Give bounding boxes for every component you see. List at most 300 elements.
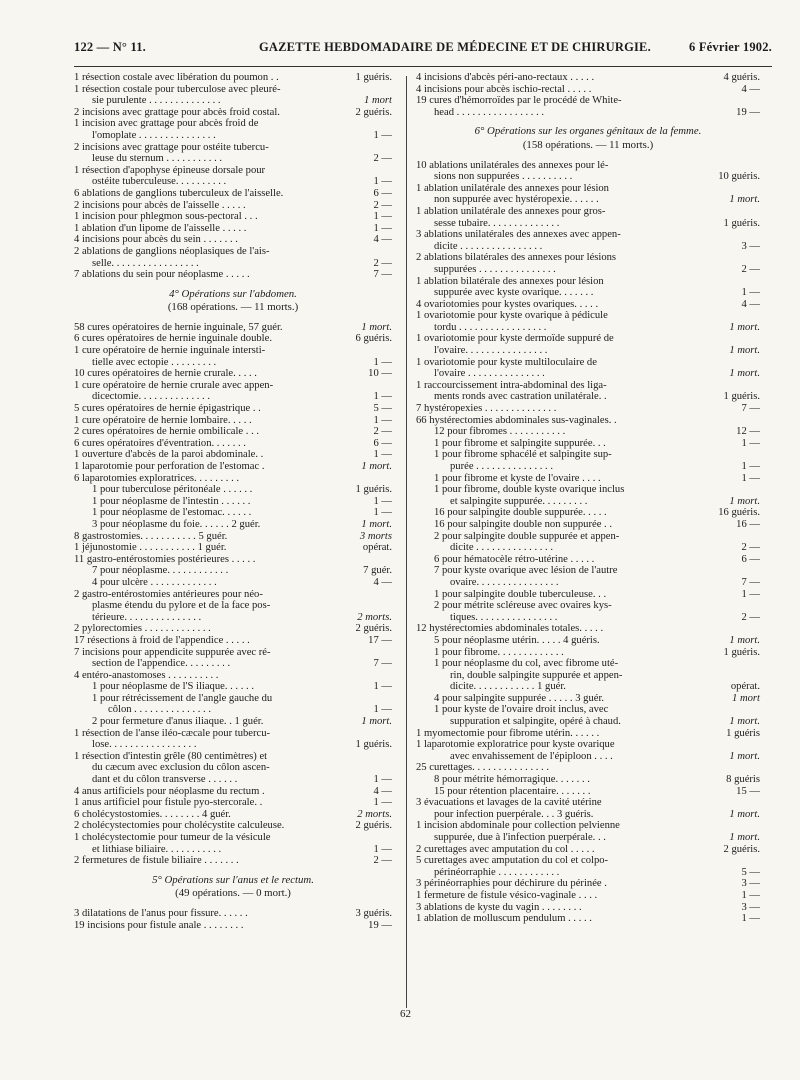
operation-text: 1 pour fibrome, double kyste ovarique inclus: [434, 484, 625, 496]
operation-text: 1 pour salpingite double tuberculeuse. . .: [434, 588, 607, 600]
operation-text: head . . . . . . . . . . . . . . . . .: [434, 106, 545, 118]
operation-entry: [416, 322, 760, 334]
operation-entry: [416, 206, 760, 218]
operation-text: tielle avec ectopie . . . . . . . . .: [92, 356, 217, 368]
operation-entry: [74, 658, 392, 670]
operation-text: purée . . . . . . . . . . . . . . .: [450, 461, 553, 472]
operation-entry: [416, 391, 760, 403]
operation-text: 10 cures opératoires de hernie crurale. . . . .: [74, 368, 257, 380]
operation-entry: [416, 171, 760, 183]
operation-text: 12 pour fibromes . . . . . . . . . . .: [434, 426, 566, 438]
outcome-value: 3 morts: [359, 530, 392, 542]
operation-text: 1 ovariotomie pour kyste multiloculaire de: [416, 356, 597, 368]
operation-entry: [416, 496, 760, 508]
outcome-value: 1 —: [741, 287, 760, 299]
operation-text: 1 cure opératoire de hernie lombaire. . . . .: [74, 414, 252, 426]
outcome-value: 1 —: [373, 843, 392, 855]
outcome-value: 1 mort: [364, 95, 392, 107]
outcome-value: 1 guéris.: [355, 739, 392, 751]
operation-text: 2 cholécystectomies pour cholécystite calculeuse.: [74, 820, 285, 832]
outcome-value: 1 —: [373, 391, 392, 403]
operation-entry: [74, 797, 392, 809]
operation-entry: [416, 519, 760, 531]
operation-text: 25 curettages. . . . . . . . . . . . . . .: [416, 762, 549, 774]
operation-text: l'ovaire. . . . . . . . . . . . . . . .: [434, 345, 548, 357]
outcome-value: 17 —: [368, 634, 392, 646]
operation-text: 3 périnéorraphies pour déchirure du périnée .: [416, 878, 607, 890]
operation-text: tiques. . . . . . . . . . . . . . . .: [450, 611, 558, 623]
operation-entry: [416, 716, 760, 728]
operation-text: 1 pour néoplasme de l'intestin . . . . . .: [92, 495, 251, 507]
operation-text: 6 pour hématocèle rétro-utérine . . . . .: [434, 553, 595, 565]
outcome-value: 2 —: [373, 257, 392, 269]
operation-text: 8 pour métrite hémorragique. . . . . . .: [434, 774, 590, 786]
column-divider: [406, 76, 407, 1008]
operation-text: 4 pour ulcère . . . . . . . . . . . . .: [92, 576, 217, 588]
outcome-value: opérat.: [730, 681, 760, 693]
operation-text: dicite. . . . . . . . . . . . 1 guér.: [450, 681, 566, 693]
operation-text: 1 résection d'intestin grêle (80 centimètres) et: [74, 750, 268, 762]
outcome-value: 2 guéris.: [723, 843, 760, 855]
operation-entry: [74, 246, 392, 258]
outcome-value: 1 —: [373, 129, 392, 141]
operation-text: leuse du sternum . . . . . . . . . . .: [92, 153, 223, 165]
operation-entry: [74, 844, 392, 856]
outcome-value: 1 —: [741, 472, 760, 484]
operation-text: 4 entéro-anastomoses . . . . . . . . . .: [74, 669, 219, 681]
operation-text: 2 pour salpingite double suppurée et appen-: [434, 530, 620, 542]
outcome-value: 1 —: [373, 681, 392, 693]
operation-entry: [74, 357, 392, 369]
operation-text: sesse tubaire. . . . . . . . . . . . . .: [434, 217, 560, 229]
operation-text: 1 ablation unilatérale des annexes pour gros-: [416, 205, 606, 217]
operation-entry: [416, 832, 760, 844]
operation-text: périnéorraphie . . . . . . . . . . . .: [434, 866, 560, 878]
page-number-issue: 122 — N° 11.: [74, 40, 146, 54]
outcome-value: 10 guéris.: [718, 171, 760, 183]
operation-text: l'omoplate . . . . . . . . . . . . . . .: [92, 129, 216, 141]
outcome-value: 1 mort.: [729, 750, 760, 762]
operation-text: lose. . . . . . . . . . . . . . . . .: [92, 739, 197, 751]
outcome-value: 1 mort: [732, 692, 760, 704]
operation-entry: [74, 507, 392, 519]
operation-text: 1 résection costale pour tuberculose avec pleuré-: [74, 83, 281, 95]
operation-text: 3 pour néoplasme du foie. . . . . . 2 guér.: [92, 518, 261, 530]
operation-entry: [74, 107, 392, 119]
operation-entry: [416, 403, 760, 415]
outcome-value: 1 mort.: [729, 368, 760, 380]
outcome-value: 1 guéris.: [355, 72, 392, 83]
operation-entry: [416, 762, 760, 774]
operation-text: 1 cholécystectomie pour tumeur de la vésicule: [74, 832, 271, 843]
outcome-value: 1 —: [373, 414, 392, 426]
outcome-value: 1 —: [373, 797, 392, 809]
outcome-value: 1 mort.: [729, 808, 760, 820]
operation-entry: [74, 380, 392, 392]
operation-text: 6 cholécystostomies. . . . . . . . 4 guér.: [74, 808, 231, 820]
section-summary: (168 opérations. — 11 morts.): [167, 301, 299, 314]
outcome-value: 7 guér.: [363, 565, 392, 577]
operation-entry: [74, 704, 392, 716]
operation-entry: [416, 589, 760, 601]
operation-text: 1 pour fibrome. . . . . . . . . . . . .: [434, 646, 564, 658]
outcome-value: 5 —: [741, 866, 760, 878]
operation-entry: [416, 670, 760, 682]
operation-text: 1 pour néoplasme de l'S iliaque. . . . . .: [92, 681, 254, 693]
outcome-value: 1 mort.: [729, 321, 760, 333]
outcome-value: 2 —: [373, 855, 392, 867]
operation-text: sie purulente . . . . . . . . . . . . . .: [92, 95, 221, 107]
operation-entry: [74, 623, 392, 635]
operation-entry: [416, 774, 760, 786]
operation-text: 4 incisions pour abcès du sein . . . . . . .: [74, 234, 238, 246]
operation-text: suppuration et salpingite, opéré à chaud.: [450, 716, 621, 728]
operation-text: non suppurée avec hystéropexie. . . . . .: [434, 194, 599, 206]
outcome-value: 4 —: [373, 576, 392, 588]
operation-entry: [74, 531, 392, 543]
section-summary: (158 opérations. — 11 morts.): [522, 138, 654, 151]
operation-text: 1 ovariotomie pour kyste dermoïde suppuré de: [416, 333, 614, 345]
operation-text: 1 ablation de molluscum pendulum . . . . .: [416, 913, 592, 925]
operation-text: l'ovaire . . . . . . . . . . . . . . .: [434, 368, 545, 380]
operation-entry: [74, 415, 392, 427]
operation-entry: [416, 218, 760, 230]
operation-text: suppurée, due à l'infection puerpérale. . .: [434, 832, 606, 843]
operation-entry: [416, 507, 760, 519]
operation-text: 12 hystérectomies abdominales totales. . . . .: [416, 623, 604, 635]
operation-entry: [74, 554, 392, 566]
operation-entry: [416, 890, 760, 902]
operation-entry: [74, 473, 392, 485]
operation-entry: [416, 612, 760, 624]
operation-text: 4 incisions pour abcès ischio-rectal . . . . .: [416, 83, 592, 95]
outcome-value: 1 —: [741, 437, 760, 449]
operation-entry: [416, 380, 760, 392]
operation-entry: [74, 908, 392, 920]
operation-text: 1 incision abdominale pour collection pelvienne: [416, 820, 620, 832]
operation-entry: [74, 130, 392, 142]
operation-text: 17 résections à froid de l'appendice . . . . .: [74, 634, 250, 646]
operation-text: tordu . . . . . . . . . . . . . . . . .: [434, 321, 547, 333]
operation-text: 1 ablation bilatérale des annexes pour lésion: [416, 275, 604, 287]
running-header: [74, 36, 772, 60]
operation-text: 1 cure opératoire de hernie inguinale intersti-: [74, 345, 266, 357]
operation-text: 2 pour métrite scléreuse avec ovaires kys-: [434, 600, 612, 612]
operation-entry: [416, 357, 760, 369]
operation-entry: [416, 739, 760, 751]
operation-text: 2 incisions avec grattage pour ostéite tubercu-: [74, 141, 269, 153]
operation-text: avec envahissement de l'épiploon . . . .: [450, 750, 613, 762]
operation-entry: [416, 681, 760, 693]
operation-entry: [74, 577, 392, 589]
section-heading: 6° Opérations sur les organes génitaux de la femme.: [474, 125, 702, 138]
operation-entry: [416, 577, 760, 589]
operation-text: 1 laparotomie pour perforation de l'estomac .: [74, 461, 265, 472]
operation-entry: [416, 252, 760, 264]
operation-entry: [74, 739, 392, 751]
operation-entry: [416, 820, 760, 832]
outcome-value: 1 —: [373, 774, 392, 786]
operation-text: 1 jéjunostomie . . . . . . . . . . . 1 guér.: [74, 542, 227, 554]
operation-text: 1 cure opératoire de hernie crurale avec appen-: [74, 379, 274, 391]
outcome-value: 1 guéris.: [723, 391, 760, 403]
operation-entry: [416, 345, 760, 357]
operation-entry: [416, 333, 760, 345]
operation-text: et salpingite suppurée. . . . . . . . .: [450, 495, 588, 507]
operation-text: 58 cures opératoires de hernie inguinale, 57 guér.: [74, 321, 283, 333]
operation-entry: [416, 160, 760, 172]
outcome-value: 1 mort.: [729, 345, 760, 357]
operation-text: 2 ablations de ganglions néoplasiques de l'ais-: [74, 245, 270, 257]
outcome-value: 2 —: [741, 611, 760, 623]
outcome-value: 3 —: [741, 878, 760, 890]
operation-text: 4 anus artificiels pour néoplasme du rectum .: [74, 785, 265, 797]
outcome-value: 19 —: [736, 106, 760, 118]
operation-text: 1 myomectomie pour fibrome utérin. . . . . .: [416, 727, 600, 739]
operation-entry: [416, 287, 760, 299]
operation-entry: [416, 542, 760, 554]
operation-text: section de l'appendice. . . . . . . . .: [92, 658, 231, 670]
outcome-value: 15 —: [736, 785, 760, 797]
outcome-value: 5 —: [373, 403, 392, 415]
operation-text: selle. . . . . . . . . . . . . . . . .: [92, 257, 199, 269]
operation-text: 1 laparotomie exploratrice pour kyste ovarique: [416, 739, 615, 751]
operation-entry: [74, 600, 392, 612]
outcome-value: 7 —: [373, 658, 392, 670]
operation-text: 1 ablation unilatérale des annexes pour lésion: [416, 182, 609, 194]
operation-entry: [74, 322, 392, 334]
operation-entry: [74, 820, 392, 832]
operation-text: dicite . . . . . . . . . . . . . . .: [450, 542, 553, 554]
operation-entry: [416, 913, 760, 925]
operation-entry: [416, 426, 760, 438]
outcome-value: 1 —: [373, 704, 392, 716]
operation-text: 1 incision pour phlegmon sous-pectoral . . .: [74, 211, 258, 223]
operation-text: 19 incisions pour fistule anale . . . . . . . .: [74, 919, 244, 931]
operation-entry: [74, 200, 392, 212]
operation-entry: [74, 751, 392, 763]
operation-entry: [74, 670, 392, 682]
operation-text: 6 ablations de ganglions tuberculeux de l'aisselle.: [74, 187, 284, 199]
operation-text: 3 évacuations et lavages de la cavité utérine: [416, 797, 602, 809]
outcome-value: 6 guéris.: [355, 333, 392, 345]
outcome-value: 1 guéris: [726, 727, 760, 739]
outcome-value: 1 —: [741, 588, 760, 600]
header-rule: [74, 66, 772, 67]
operation-entry: [74, 542, 392, 554]
journal-title: GAZETTE HEBDOMADAIRE DE MÉDECINE ET DE CHIRURGIE.: [259, 40, 651, 54]
operation-entry: [74, 496, 392, 508]
operation-text: 1 incision avec grattage pour abcès froid de: [74, 118, 259, 130]
outcome-value: 1 —: [373, 495, 392, 507]
operation-entry: [74, 72, 392, 84]
outcome-value: 1 —: [373, 222, 392, 234]
operation-text: 5 curettages avec amputation du col et colpo-: [416, 855, 609, 867]
operation-entry: [416, 600, 760, 612]
operation-text: 7 pour néoplasme. . . . . . . . . . . .: [92, 565, 229, 577]
operation-text: rin, double salpingite suppurée et appen-: [450, 669, 623, 681]
operation-entry: [416, 704, 760, 716]
operation-text: 1 pour kyste de l'ovaire droit inclus, avec: [434, 704, 609, 716]
outcome-value: 1 mort.: [729, 495, 760, 507]
operation-entry: [74, 681, 392, 693]
operation-text: 19 cures d'hémorroïdes par le procédé de White-: [416, 95, 622, 107]
operation-entry: [416, 368, 760, 380]
operation-text: 2 incisions pour abcès de l'aisselle . . . . .: [74, 199, 246, 211]
operation-entry: [416, 264, 760, 276]
outcome-value: 2 guéris.: [355, 623, 392, 635]
right-column: [416, 72, 760, 925]
operation-entry: [416, 438, 760, 450]
outcome-value: opérat.: [362, 542, 392, 554]
outcome-value: 12 —: [736, 426, 760, 438]
operation-entry: [74, 426, 392, 438]
operation-entry: [416, 449, 760, 461]
operation-text: 8 gastrostomies. . . . . . . . . . . 5 guér.: [74, 530, 228, 542]
operation-entry: [74, 484, 392, 496]
outcome-value: 1 mort.: [361, 716, 392, 728]
operation-text: 15 pour rétention placentaire. . . . . . .: [434, 785, 591, 797]
operation-text: 2 fermetures de fistule biliaire . . . . . . .: [74, 855, 239, 867]
operation-entry: [74, 345, 392, 357]
section-heading: 5° Opérations sur l'anus et le rectum.: [152, 873, 314, 886]
operation-text: 2 pylorectomies . . . . . . . . . . . . .: [74, 623, 211, 635]
operation-text: plasme étendu du pylore et de la face pos-: [92, 600, 271, 612]
outcome-value: 2 morts.: [357, 808, 392, 820]
operation-text: et lithiase biliaire. . . . . . . . . . .: [92, 843, 222, 855]
operation-entry: [416, 415, 760, 427]
operation-entry: [416, 786, 760, 798]
operation-text: 4 ovariotomies pour kystes ovariques. . . . .: [416, 298, 599, 310]
operation-text: 5 cures opératoires de hernie épigastrique . .: [74, 403, 261, 415]
operation-text: 1 pour rétrécissement de l'angle gauche du: [92, 692, 273, 704]
section-heading: 4° Opérations sur l'abdomen.: [169, 287, 297, 300]
operation-entry: [74, 647, 392, 659]
operation-entry: [416, 809, 760, 821]
operation-entry: [416, 565, 760, 577]
operation-text: 1 ablation d'un lipome de l'aisselle . . . . .: [74, 222, 247, 234]
outcome-value: 2 —: [373, 199, 392, 211]
operation-text: 10 ablations unilatérales des annexes pour lé-: [416, 159, 609, 171]
operation-entry: [416, 183, 760, 195]
operation-text: 1 pour fibrome et salpingite suppurée. . .: [434, 437, 606, 449]
operation-entry: [74, 565, 392, 577]
outcome-value: 4 —: [373, 234, 392, 246]
outcome-value: 8 guéris: [726, 774, 760, 786]
outcome-value: 1 mort.: [361, 461, 392, 472]
operation-text: 5 pour néoplasme utérin. . . . . 4 guéris.: [434, 634, 600, 646]
operation-text: 4 incisions d'abcès péri-ano-rectaux . . . . .: [416, 72, 595, 83]
issue-date: 6 Février 1902.: [689, 40, 772, 54]
outcome-value: 1 —: [741, 889, 760, 901]
operation-entry: [416, 107, 760, 119]
operation-entry: [74, 449, 392, 461]
operation-entry: [74, 786, 392, 798]
operation-entry: [74, 153, 392, 165]
operation-text: 2 cures opératoires de hernie ombilicale . . .: [74, 426, 260, 438]
operation-text: 1 fermeture de fistule vésico-vaginale . . . .: [416, 889, 598, 901]
operation-text: 1 anus artificiel pour fistule pyo-stercorale. .: [74, 797, 263, 809]
operation-entry: [74, 461, 392, 473]
operation-text: 7 ablations du sein pour néoplasme . . . . .: [74, 269, 250, 281]
operation-entry: [416, 95, 760, 107]
section-summary: (49 opérations. — 0 mort.): [175, 887, 291, 900]
operation-entry: [416, 473, 760, 485]
operation-entry: [74, 693, 392, 705]
outcome-value: 2 morts.: [357, 611, 392, 623]
operation-text: 2 pour fermeture d'anus iliaque. . 1 guér.: [92, 716, 264, 728]
operation-entry: [74, 176, 392, 188]
outcome-value: 6 —: [741, 553, 760, 565]
operation-text: 2 curettages avec amputation du col . . . . .: [416, 843, 595, 855]
operation-text: 1 pour fibrome sphacélé et salpingite sup-: [434, 449, 612, 461]
outcome-value: 7 —: [741, 403, 760, 415]
operation-entry: [74, 368, 392, 380]
operation-entry: [416, 902, 760, 914]
operation-entry: [416, 635, 760, 647]
operation-entry: [74, 84, 392, 96]
outcome-value: 1 mort.: [729, 634, 760, 646]
operation-text: 1 ovariotomie pour kyste ovarique à pédicule: [416, 310, 608, 322]
operation-text: 1 pour néoplasme du col, avec fibrome uté-: [434, 658, 619, 670]
operation-text: 2 ablations bilatérales des annexes pour lésions: [416, 252, 617, 264]
operation-text: dicite . . . . . . . . . . . . . . . .: [434, 240, 543, 252]
operation-entry: [416, 867, 760, 879]
operation-text: 6 laparotomies exploratrices. . . . . . . . .: [74, 472, 240, 484]
outcome-value: 4 —: [741, 83, 760, 95]
operation-entry: [416, 84, 760, 96]
operation-entry: [74, 635, 392, 647]
operation-text: 1 raccourcissement intra-abdominal des liga-: [416, 379, 607, 391]
outcome-value: 3 guéris.: [355, 907, 392, 919]
operation-entry: [74, 95, 392, 107]
operation-entry: [416, 461, 760, 473]
operation-text: 6 cures opératoires d'éventration. . . . . . .: [74, 437, 246, 449]
operation-entry: [74, 612, 392, 624]
left-column: [74, 72, 392, 931]
operation-text: du cæcum avec exclusion du côlon ascen-: [92, 762, 270, 774]
operation-entry: [74, 211, 392, 223]
operation-text: ostéite tuberculeuse. . . . . . . . . .: [92, 176, 227, 188]
operation-entry: [74, 438, 392, 450]
operation-text: 1 résection de l'anse iléo-cæcale pour tubercu-: [74, 727, 271, 739]
operation-entry: [74, 728, 392, 740]
operation-text: côlon . . . . . . . . . . . . . . .: [108, 704, 211, 716]
operation-text: 3 ablations de kyste du vagin . . . . . . . .: [416, 901, 582, 913]
operation-text: ments ronds avec castration unilatérale. .: [434, 391, 607, 403]
operation-entry: [74, 188, 392, 200]
operation-entry: [416, 658, 760, 670]
outcome-value: 1 —: [373, 356, 392, 368]
operation-entry: [74, 774, 392, 786]
operation-text: 1 pour néoplasme de l'estomac. . . . . .: [92, 507, 252, 519]
outcome-value: 2 —: [373, 426, 392, 438]
operation-text: 2 incisions avec grattage pour abcès froid costal.: [74, 106, 280, 118]
operation-entry: [416, 531, 760, 543]
operation-entry: [416, 194, 760, 206]
outcome-value: 1 —: [741, 461, 760, 472]
operation-entry: [416, 751, 760, 763]
operation-entry: [416, 554, 760, 566]
operation-text: pour infection puerpérale. . . 3 guéris.: [434, 808, 594, 820]
operation-entry: [74, 920, 392, 932]
operation-text: dicectomie. . . . . . . . . . . . . .: [92, 391, 210, 403]
operation-text: dant et du côlon transverse . . . . . .: [92, 774, 238, 786]
outcome-value: 4 guéris.: [723, 72, 760, 83]
operation-text: 7 pour kyste ovarique avec lésion de l'autre: [434, 565, 618, 577]
operation-entry: [416, 310, 760, 322]
outcome-value: 6 —: [373, 437, 392, 449]
